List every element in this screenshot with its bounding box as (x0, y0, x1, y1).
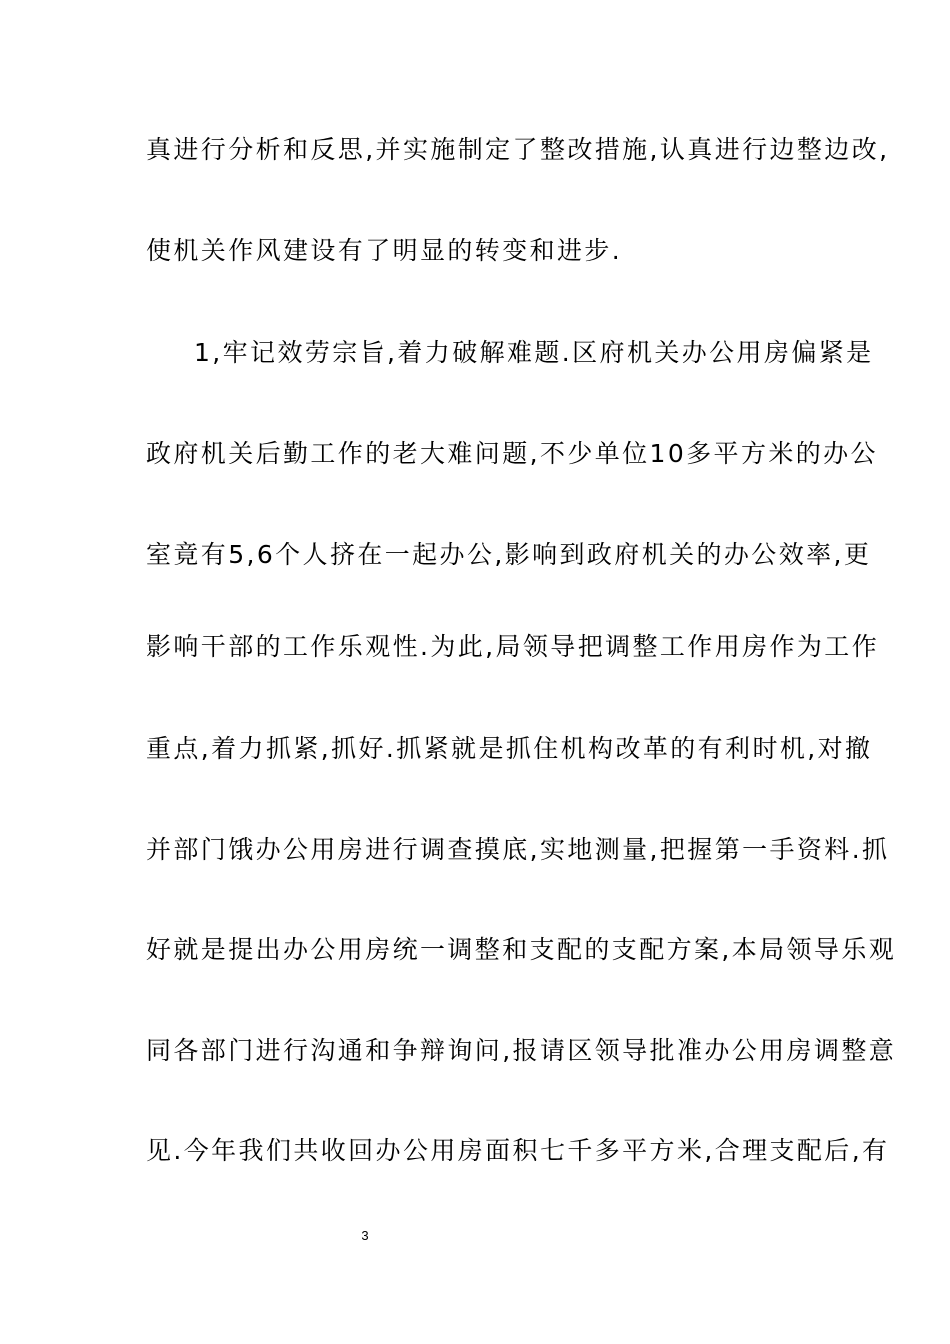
text-line-8: 并部门饿办公用房进行调查摸底,实地测量,把握第一手资料.抓 (146, 835, 890, 864)
text-line-9: 好就是提出办公用房统一调整和支配的支配方案,本局领导乐观 (146, 935, 897, 964)
text-line-3: 1,牢记效劳宗旨,着力破解难题.区府机关办公用房偏紧是 (194, 338, 874, 367)
page-number: 3 (361, 1228, 369, 1243)
text-line-2: 使机关作风建设有了明显的转变和进步. (146, 236, 623, 265)
text-line-7: 重点,着力抓紧,抓好.抓紧就是抓住机构改革的有利时机,对撤 (146, 734, 873, 763)
text-line-11: 见.今年我们共收回办公用房面积七千多平方米,合理支配后,有 (146, 1136, 890, 1165)
text-line-6: 影响干部的工作乐观性.为此,局领导把调整工作用房作为工作 (146, 632, 880, 661)
text-line-4: 政府机关后勤工作的老大难问题,不少单位10多平方米的办公 (146, 439, 878, 468)
text-line-1: 真进行分析和反思,并实施制定了整改措施,认真进行边整边改, (146, 135, 890, 164)
text-line-5: 室竟有5,6个人挤在一起办公,影响到政府机关的办公效率,更 (146, 540, 872, 569)
text-line-10: 同各部门进行沟通和争辩询问,报请区领导批准办公用房调整意 (146, 1036, 897, 1065)
